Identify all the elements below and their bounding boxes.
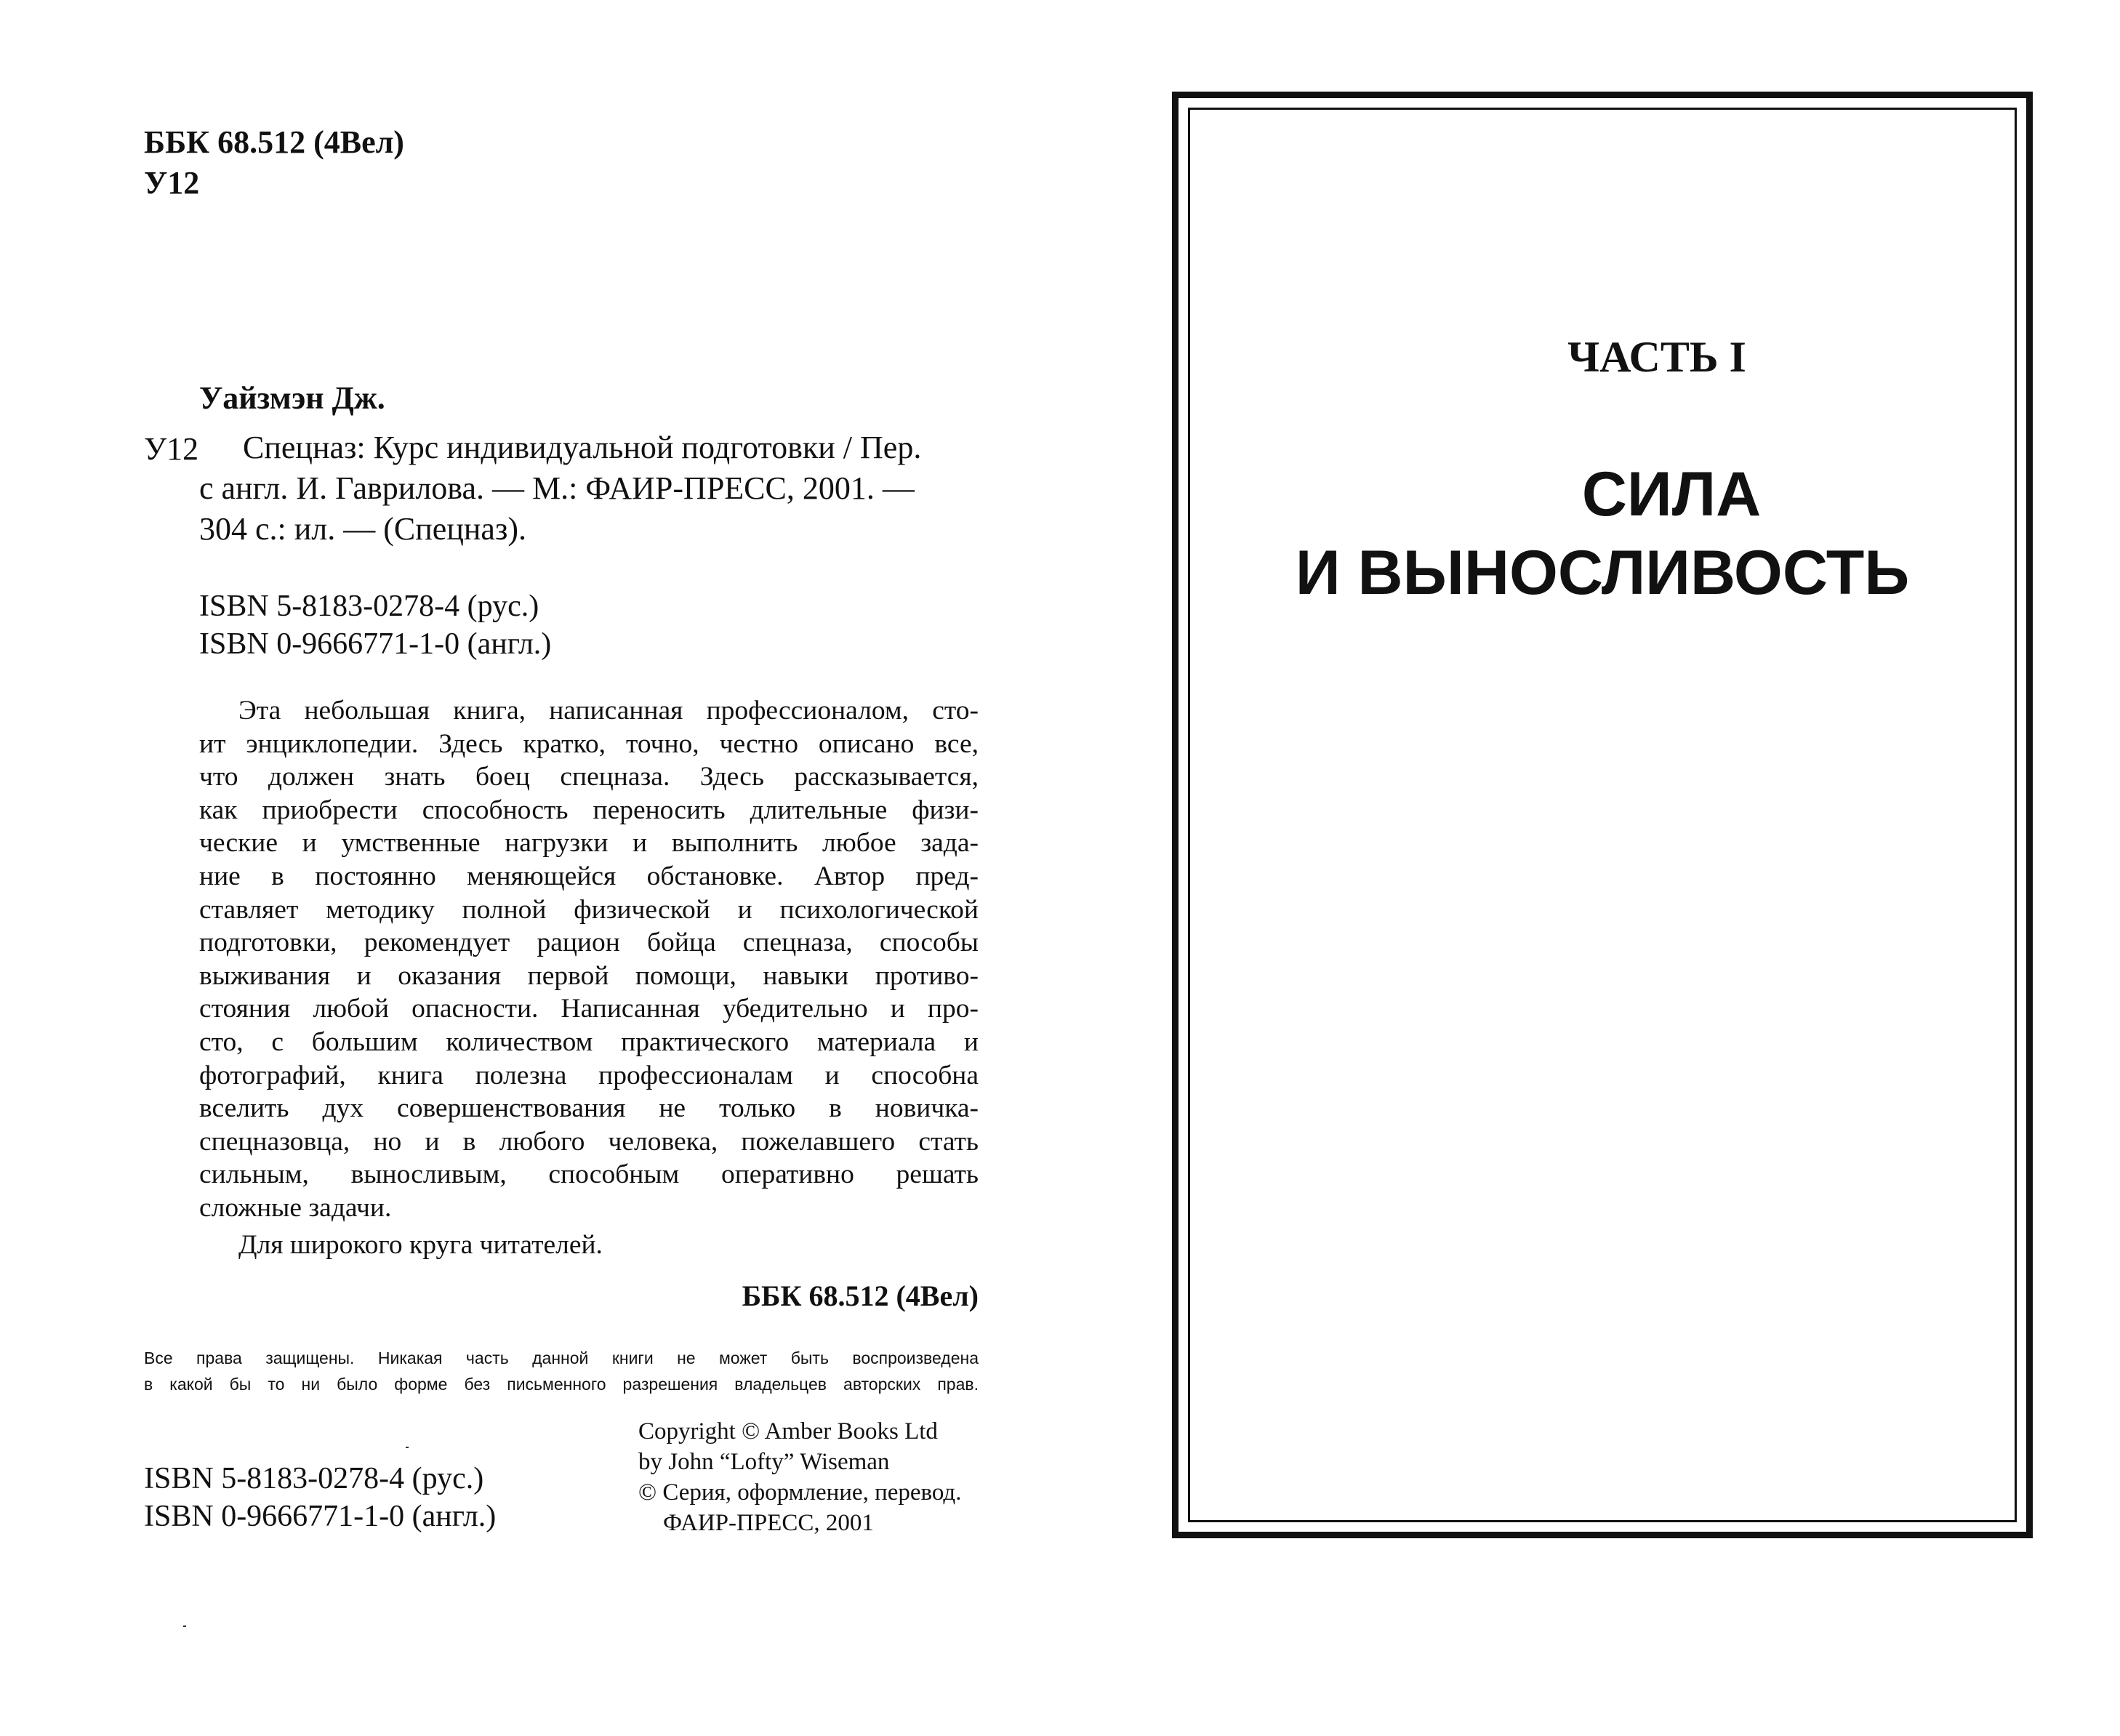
isbn-russian: ISBN 5-8183-0278-4 (рус.) (199, 590, 539, 623)
copyright-line: Copyright © Amber Books Ltd (638, 1418, 938, 1444)
bbk-code: ББК 68.512 (4Вел) (144, 124, 404, 160)
isbn-english: ISBN 0-9666771-1-0 (англ.) (144, 1500, 497, 1533)
annotation-line: ческие и умственные нагрузки и выполнить любое зада- (199, 828, 979, 859)
annotation-line: вселить дух совершенствования не только в новичка- (199, 1093, 979, 1124)
annotation-line: выживания и оказания первой помощи, навыки противо- (199, 960, 979, 991)
scan-speck (183, 1626, 186, 1627)
annotation-line: сложные задачи. (199, 1192, 392, 1223)
catalog-code: У12 (144, 431, 199, 467)
annotation-line: фотографий, книга полезна профессионалам и способна (199, 1060, 979, 1090)
author-mark: У12 (144, 165, 200, 201)
copyright-block (638, 1416, 980, 1538)
author-name: Уайзмэн Дж. (199, 380, 385, 416)
copyright-line: ФАИР-ПРЕСС, 2001 (663, 1510, 874, 1536)
bbk-classification-header (144, 122, 404, 204)
biblio-line: 304 с.: ил. — (Спецназ). (199, 511, 526, 547)
annotation-line: спецназовца, но и в любого человека, пожелавшего стать (199, 1126, 979, 1157)
bbk-code-footer: ББК 68.512 (4Вел) (742, 1279, 979, 1312)
audience-note: Для широкого круга читателей. (238, 1230, 603, 1260)
part-label: ЧАСТЬ I (1567, 333, 1746, 381)
annotation-line: подготовки, рекомендует рацион бойца спецназа, способы (199, 928, 979, 958)
isbn-block-bottom (144, 1460, 496, 1535)
annotation-line: ставляет методику полной физической и психологической (199, 894, 979, 925)
annotation-line: сильным, выносливым, способным оперативно решать (199, 1160, 979, 1190)
annotation-line: ние в постоянно меняющейся обстановке. Автор пред- (199, 861, 979, 891)
biblio-line: Спецназ: Курс индивидуальной подготовки / Пер. (243, 430, 922, 465)
annotation-line: как приобрести способность переносить длительные физи- (199, 795, 979, 825)
rights-line: в какой бы то ни было форме без письменного разрешения владельцев авторских прав. (144, 1375, 979, 1394)
annotation-line: сто, с большим количеством практического материала и (199, 1026, 979, 1057)
copyright-line: © Серия, оформление, перевод. (638, 1479, 962, 1506)
isbn-english: ISBN 0-9666771-1-0 (англ.) (199, 627, 552, 661)
isbn-block-top (199, 587, 551, 663)
biblio-line: с англ. И. Гаврилова. — М.: ФАИР-ПРЕСС, 2001. — (199, 470, 915, 506)
annotation-paragraph (199, 694, 979, 1225)
annotation-line: Эта небольшая книга, написанная профессионалом, сто- (238, 696, 979, 726)
title-frame-inner (1188, 108, 2017, 1522)
part-title-line: И ВЫНОСЛИВОСТЬ (1295, 538, 1910, 608)
part-title (1188, 455, 2017, 612)
annotation-line: ит энциклопедии. Здесь кратко, точно, честно описано все, (199, 728, 979, 759)
isbn-russian: ISBN 5-8183-0278-4 (рус.) (144, 1462, 484, 1495)
copyright-line: by John “Lofty” Wiseman (638, 1449, 890, 1475)
rights-notice (144, 1345, 979, 1397)
annotation-line: что должен знать боец спецназа. Здесь рассказывается, (199, 762, 979, 792)
bibliographic-description (199, 427, 979, 550)
part-title-line: СИЛА (1581, 459, 1762, 529)
scan-speck (406, 1447, 409, 1448)
rights-line: Все права защищены. Никакая часть данной книги не может быть воспроизведена (144, 1349, 979, 1367)
annotation-line: стояния любой опасности. Написанная убедительно и про- (199, 994, 979, 1024)
